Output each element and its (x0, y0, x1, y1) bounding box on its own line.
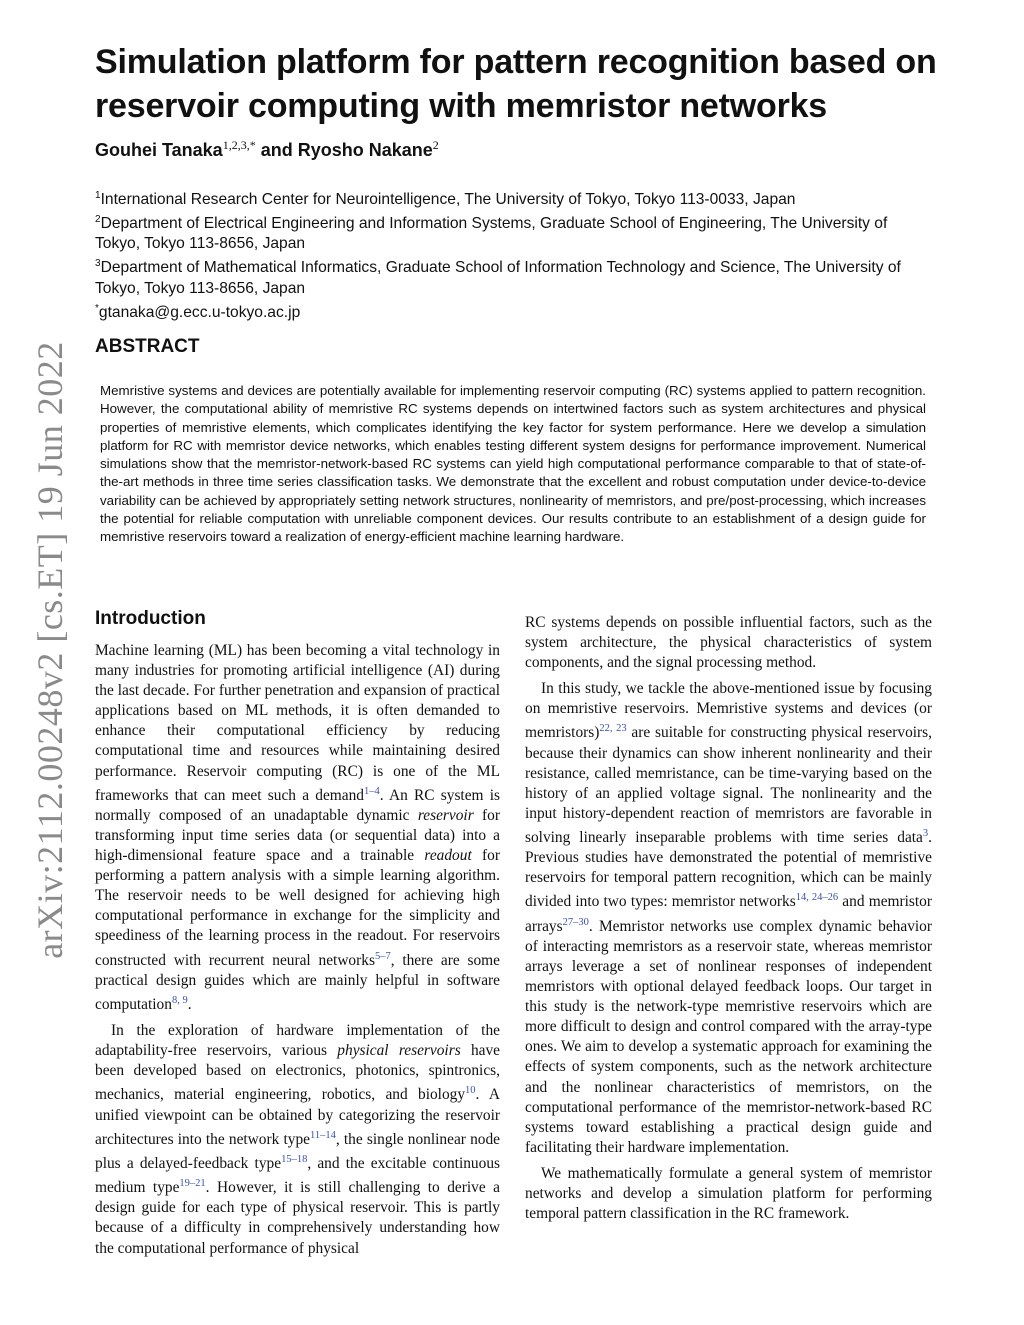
introduction-heading: Introduction (95, 608, 206, 629)
citation[interactable]: 27–30 (562, 916, 589, 928)
intro-paragraph-1: Machine learning (ML) has been becoming a vital technology in many industries for promoting artificial intelligence (AI) during the last decade. For further penetration and expansion of practical applications based on ML methods, it is often demanded to enhance their computational efficiency by reducing computational time and resources while maintaining desired performance. Reservoir computing (RC) is one of the ML frameworks that can meet such a demand$^{1-4}$. An RC system is normally composed of an unadaptable dynamic reservoir for transforming input time series data (or sequential data) into a high-dimensional feature space and a trainable readout for performing a pattern analysis with a simple learning algorithm. The reservoir needs to be well designed for achieving high computational performance in exchange for the simplicity and speediness of the learning process in the readout. For reservoirs constructed with recurrent neural networks$^{5-7}$, there are some practical design guides which are mainly helpful in software computation$^{8, 9}$. (95, 642, 501, 1013)
citation[interactable]: 8, 9 (171, 994, 188, 1006)
citation[interactable]: 5–7 (374, 950, 391, 962)
intro-paragraph-5: We mathematically formulate a general system of memristor networks and develop a simulation platform for performing temporal pattern classification in the RC framework. (525, 1164, 932, 1223)
citation[interactable]: 22, 23 (599, 723, 627, 735)
affiliation (95, 186, 935, 210)
affiliation (95, 254, 935, 298)
arxiv-identifier: arXiv:2112.00248v2 [cs.ET] 19 Jun 2022 (30, 341, 70, 959)
citation[interactable]: 14, 24–26 (795, 892, 839, 904)
affiliation-text: Department of Electrical Engineering and Information Systems, Graduate School of Engineering, The University of Tokyo, Tokyo 113-8656, Japan (95, 215, 888, 253)
intro-paragraph-3: RC systems depends on possible influential factors, such as the system architecture, the physical characteristics of system components, and the signal processing method. (525, 614, 932, 672)
author-list (95, 138, 439, 161)
author-affiliation-marks: 1,2,3,* (222, 138, 256, 152)
citation[interactable]: 11–14 (309, 1129, 336, 1141)
paper-title: Simulation platform for pattern recognition based on reservoir computing with memristor networks (95, 43, 937, 125)
affiliation (95, 210, 935, 254)
affiliation-number: 1 (95, 190, 101, 201)
author-affiliation-marks: 2 (432, 138, 439, 152)
citation[interactable]: 10 (465, 1085, 476, 1097)
affiliation-text: International Research Center for Neurointelligence, The University of Tokyo, Tokyo 113-0033, Japan (100, 191, 796, 209)
affiliation-number: 3 (95, 258, 101, 270)
intro-paragraph-4: In this study, we tackle the above-mentioned issue by focusing on memristive reservoirs. Memristive systems and devices (or memristors)$^{22, 23}$ are suitable for constructing physical reservoirs, because their dynamics can show inherent nonlinearity and their resistance, called memristance, can be time-varying based on the history of an applied voltage signal. The nonlinearity and the input history-dependent reaction of memristors are favorable in solving linearly inseparable problems with time series data$^3$. Previous studies have demonstrated the potential of memristive reservoirs for temporal pattern recognition, which can be mainly divided into two types: memristor networks$^{14, 24-26}$ and memristor arrays$^{27-30}$. Memristor networks use complex dynamic behavior of interacting memristors as a reservoir state, whereas memristor arrays leverage a set of nonlinear responses of independent memristors with optional delayed feedback loops. Our target in this study is the network-type memristive reservoirs which are more difficult to design and control compared with the array-type ones. We aim to develop a systematic approach for examining the effects of system components, such as the network architecture and the nonlinear characteristics of memristors, on the computational performance of the memristor-network-based RC systems toward establishing a practical design guide and facilitating their hardware implementation. (525, 680, 933, 1156)
email-text: gtanaka@g.ecc.u-tokyo.ac.jp (98, 303, 301, 321)
affiliation-number: 2 (95, 214, 101, 226)
abstract-body: Memristive systems and devices are potentially available for implementing reservoir computing (RC) systems applied to pattern recognition. However, the computational ability of memristive RC systems depends on intertwined factors such as system architectures and physical properties of memristive elements, which complicates identifying the key factor for system performance. Here we develop a simulation platform for RC with memristor device networks, which enables testing different system designs for performance improvement. Numerical simulations show that the memristor-network-based RC systems can yield high computational performance comparable to that of state-of-the-art methods in three time series classification tasks. We demonstrate that the excellent and robust computation under device-to-device variability can be achieved by appropriately setting network structures, nonlinearity of memristors, and pre/post-processing, which increases the potential for reliable computation with unreliable component devices. Our results contribute to an establishment of a design guide for memristive reservoirs toward a realization of energy-efficient machine learning hardware. (100, 383, 926, 544)
affiliation-text: Department of Mathematical Informatics, Graduate School of Information Technology and Science, The University of Tokyo, Tokyo 113-8656, Japan (95, 259, 901, 297)
citation[interactable]: 19–21 (179, 1178, 206, 1190)
affiliation-number: * (95, 302, 99, 314)
corresponding-email (95, 299, 935, 323)
affiliation-list (95, 186, 935, 323)
author-name: Gouhei Tanaka (95, 140, 223, 160)
right-column (525, 613, 932, 1224)
citation[interactable]: 15–18 (281, 1153, 308, 1165)
citation[interactable]: 3 (922, 828, 929, 840)
left-column (95, 641, 500, 1259)
citation[interactable]: 1–4 (363, 785, 380, 797)
intro-paragraph-2: In the exploration of hardware implementation of the adaptability-free reservoirs, various physical reservoirs have been developed based on electronics, photonics, spintronics, mechanics, material engineering, robotics, and biology$^{10}$. A unified viewpoint can be obtained by categorizing the reservoir architectures into the network type$^{11-14}$, the single nonlinear node plus a delayed-feedback type$^{15-18}$, and the excitable continuous medium type$^{19-21}$. However, it is still challenging to derive a design guide for each type of physical reservoir. This is partly because of a difficulty in comprehensively understanding how the computational performance of physical (95, 1022, 501, 1257)
author-name: Ryosho Nakane (297, 140, 433, 160)
abstract-heading: ABSTRACT (95, 336, 200, 357)
author-conjunction: and (255, 140, 298, 160)
